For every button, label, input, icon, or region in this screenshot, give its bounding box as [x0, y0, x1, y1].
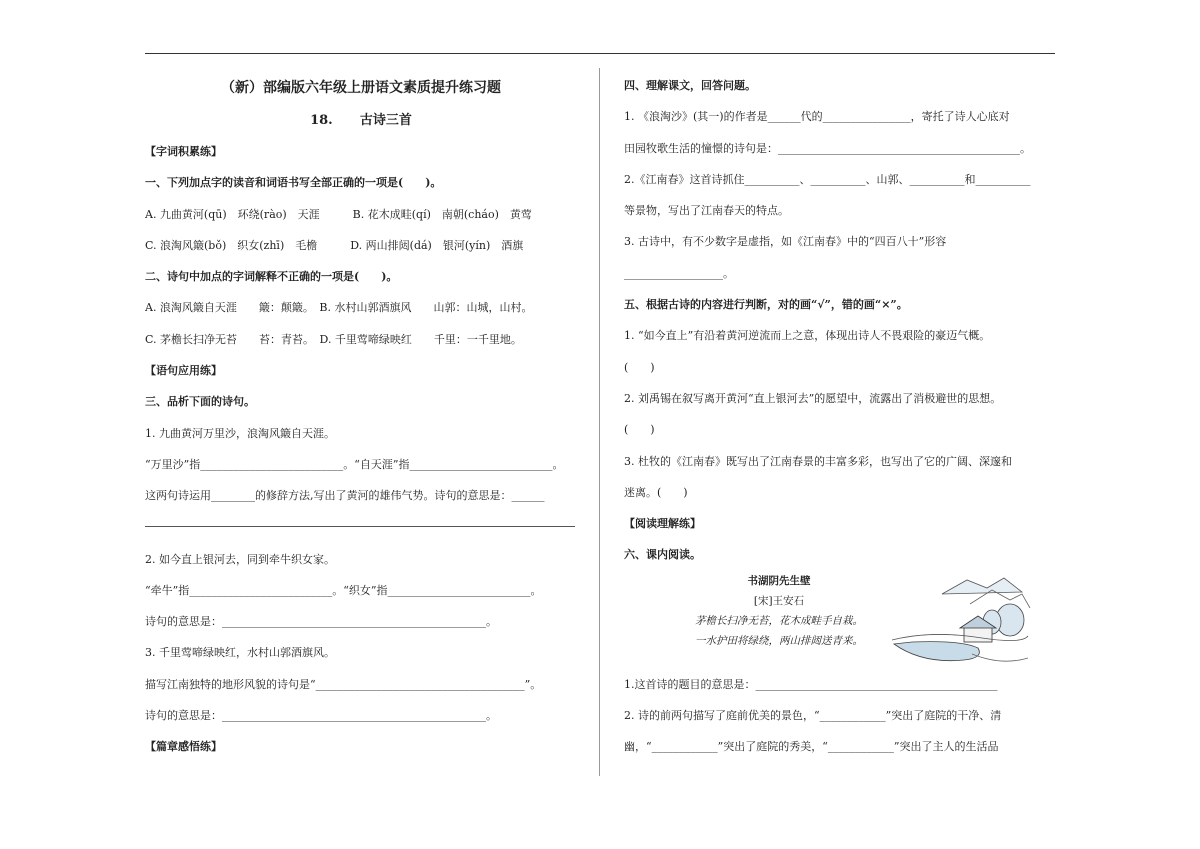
section-vocab: 【字词积累练】: [145, 145, 222, 158]
q4-item-3a: 3. 古诗中，有不少数字是虚指，如《江南春》中的“四百八十”形容: [624, 235, 947, 249]
poem-title: 书湖阴先生壁: [747, 574, 811, 587]
poem-text: [654, 571, 904, 651]
section-reading: 【阅读理解练】: [624, 517, 701, 531]
q4-item-2b: 等景物，写出了江南春天的特点。: [624, 204, 789, 218]
top-rule: [145, 53, 1055, 54]
q6-item-2a: 2. 诗的前两句描写了庭前优美的景色，“____________”突出了庭院的干净、清: [624, 709, 1002, 723]
q3-item-3-meaning: 诗句的意思是：________________________________________________。: [145, 709, 497, 723]
q2-options-ab: A. 浪淘风簸自天涯 簸：颠簸。 B. 水村山郭酒旗风 山郭：山城，山村。: [145, 301, 533, 315]
landscape-drawing: [872, 574, 1032, 674]
q3-item-3-blank: 描写江南独特的地形风貌的诗句是“______________________________________”。: [145, 677, 542, 691]
q1-options-ab: A. 九曲黄河(qū) 环绕(rào) 天涯 B. 花木成畦(qí) 南朝(cháo) 黄莺: [145, 207, 532, 221]
q5-item-2a: 2. 刘禹锡在叙写离开黄河“直上银河去”的愿望中，流露出了消极避世的思想。: [624, 391, 1002, 405]
q4-item-1b: 田园牧歌生活的憧憬的诗句是：____________________________________________。: [624, 141, 1031, 155]
q5-item-3a: 3. 杜牧的《江南春》既写出了江南春景的丰富多彩，也写出了它的广阔、深邃和: [624, 454, 1012, 468]
q3-item-2-meaning: 诗句的意思是：________________________________________________。: [145, 615, 497, 629]
lesson-heading: [145, 106, 577, 136]
q4-item-1a: 1. 《浪淘沙》(其一)的作者是______代的________________，寄托了诗人心底对: [624, 110, 1010, 124]
q5-item-1b: ( ): [624, 360, 655, 374]
column-divider: [599, 68, 600, 776]
poem-author: [宋]王安石: [753, 594, 805, 607]
question-5: 五、根据古诗的内容进行判断，对的画“√”，错的画“×”。: [624, 298, 908, 312]
question-6: 六、课内阅读。: [624, 548, 701, 562]
q3-item-3: 3. 千里莺啼绿映红，水村山郭酒旗风。: [145, 646, 335, 660]
q5-item-1a: 1. “如今直上”有沿着黄河逆流而上之意，体现出诗人不畏艰险的豪迈气概。: [624, 329, 991, 343]
question-1: 一、下列加点字的读音和词语书写全部正确的一项是( )。: [145, 176, 442, 190]
q4-item-3b: __________________。: [624, 266, 734, 280]
q1-options-cd: C. 浪淘风簸(bǒ) 织女(zhī) 毛檐 D. 两山排闼(dá) 银河(yín) 酒旗: [145, 238, 524, 252]
q5-item-2b: ( ): [624, 423, 655, 437]
poem-line-1: 茅檐长扫净无苔，花木成畦手自栽。: [695, 614, 863, 627]
lesson-title: 古诗三首: [359, 113, 412, 128]
section-chapter: 【篇章感悟练】: [145, 740, 222, 754]
left-column: [145, 70, 577, 763]
answer-rule: [145, 512, 575, 527]
q3-item-2-blanks: “牵牛”指__________________________。“织女”指__________________________。: [145, 583, 542, 597]
lesson-number: 18.: [310, 113, 333, 128]
question-2: 二、诗句中加点的字词解释不正确的一项是( )。: [145, 270, 398, 284]
q3-item-2: 2. 如今直上银河去，同到牵牛织女家。: [145, 552, 335, 566]
landscape-illustration: [872, 574, 1032, 674]
q3-item-1: 1. 九曲黄河万里沙，浪淘风簸自天涯。: [145, 426, 335, 440]
q3-item-1-blanks: “万里沙”指__________________________。“自天涯”指__________________________。: [145, 457, 564, 471]
q3-item-1-meaning: 这两句诗运用________的修辞方法,写出了黄河的雄伟气势。诗句的意思是：______: [145, 489, 545, 503]
right-column: [624, 70, 1056, 763]
q6-item-2b: 幽，“____________”突出了庭院的秀美，“____________”突出了主人的生活品: [624, 740, 999, 754]
poem-line-2: 一水护田将绿绕，两山排闼送青来。: [695, 634, 863, 647]
question-3: 三、品析下面的诗句。: [145, 395, 255, 409]
poem-block: [624, 571, 1056, 669]
q6-item-1: 1.这首诗的题目的意思是：____________________________________________: [624, 677, 998, 691]
page-title: （新）部编版六年级上册语文素质提升练习题: [221, 80, 501, 96]
question-4: 四、理解课文，回答问题。: [624, 79, 756, 92]
section-sentence: 【语句应用练】: [145, 364, 222, 378]
q4-item-2a: 2.《江南春》这首诗抓住__________、__________、山郭、__________和__________: [624, 172, 1031, 186]
q2-options-cd: C. 茅檐长扫净无苔 苔：青苔。 D. 千里莺啼绿映红 千里：一千里地。: [145, 332, 522, 346]
q5-item-3b: 迷离。( ): [624, 485, 688, 499]
